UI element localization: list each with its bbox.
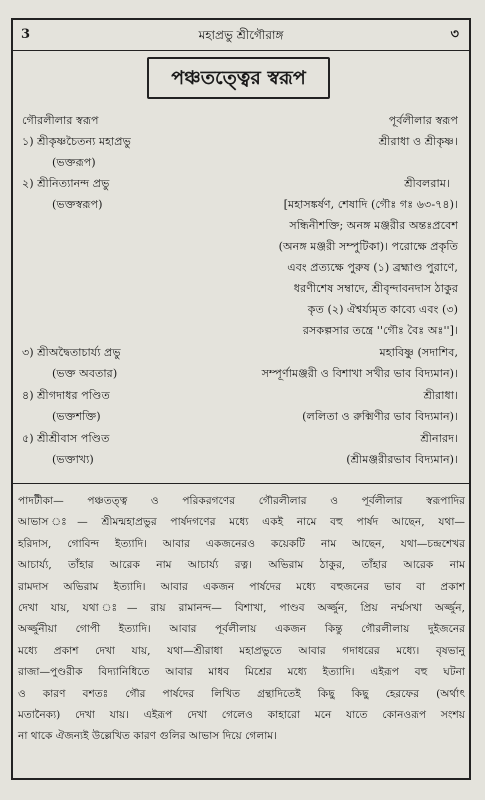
- page-number-right: ৩: [450, 27, 459, 42]
- entry-2-name: ২) শ্রীনিত্যানন্দ প্রভু: [22, 177, 110, 190]
- footnote-line: রামদাস অভিরাম ইত্যাদি। আবার একজন পার্ষদের মধ্যে বহুজনের ভাব বা প্রকাশ: [18, 580, 465, 593]
- entry-3-right-2: সম্পূর্ণামঞ্জরী ও বিশাখা সখীর ভাব বিদ্যমান)।: [261, 367, 458, 380]
- footnote-line: হরিদাস, গোবিন্দ ইত্যাদি। আবার একজনেরও কয়েকটি নাম আছেন, যথা—চন্দ্রশেখর: [18, 537, 465, 550]
- entry-2-line-1: [মহাসঙ্কর্ষণ, শেষাদি (গৌঃ গঃ ৬৩-৭৪)।: [283, 198, 458, 211]
- left-column-heading: গৌরলীলার স্বরূপ: [22, 114, 99, 127]
- entry-4-role: (ভক্তশক্তি): [52, 410, 101, 423]
- right-column-heading: পূর্বলীলার স্বরূপ: [388, 114, 458, 127]
- section-title: পঞ্চতত্ত্বের স্বরূপ: [147, 57, 330, 99]
- entry-4-right-2: (ললিতা ও রুক্মিণীর ভাব বিদ্যমান)।: [302, 410, 458, 423]
- entry-5-name: ৫) শ্রীশ্রীবাস পণ্ডিত: [22, 432, 110, 445]
- entry-1-role: (ভক্তরূপ): [52, 156, 96, 169]
- entry-2-line-5: ধরণীশেষ সম্বাদে, শ্রীবৃন্দাবনদাস ঠাকুর: [293, 282, 458, 295]
- entry-2-line-2: সন্ধিনীশক্তি; অনঙ্গ মঞ্জরীর অন্তঃপ্রবেশ: [289, 219, 458, 232]
- footnote-line: মতানৈক্য) দেখা যায়। এইরূপ দেখা গেলেও কাহারো মনে যাতে কোনওরূপ সংশয়: [18, 709, 465, 722]
- entry-5-role: (ভক্তাখ্য): [52, 453, 94, 466]
- section-divider: [13, 483, 469, 484]
- footnote-line: মধ্যে প্রকাশ দেখা যায়, যথা—শ্রীরাধা মহাপ্রভুতে আবার গদাধরের মধ্যে। বৃষভানু: [18, 644, 465, 657]
- entry-3-right: মহাবিষ্ণু (সদাশিব,: [379, 346, 458, 359]
- entry-1-right: শ্রীরাধা ও শ্রীকৃষ্ণ।: [378, 135, 458, 148]
- footnote-line: রাজা—পুণ্ডরীক বিদ্যানিধিতে আবার মাধব মিশ্রের মধ্যে ইত্যাদি। এইরূপ বহু ঘটনা: [18, 666, 465, 679]
- entry-3-name: ৩) শ্রীঅদ্বৈতাচার্য্য প্রভু: [22, 346, 121, 359]
- footnote-line: পাদটীকা— পঞ্চতত্ত্ব ও পরিকরগণের গৌরলীলার ও পূর্বলীলার স্বরূপাদির: [18, 495, 465, 507]
- footnote-line: আভাস ঃ— শ্রীমন্মহাপ্রভুর পার্ষদগণের মধ্যে একই নামে বহু পার্ষদ আছেন, যথা—: [18, 516, 465, 529]
- entry-3-role: (ভক্ত অবতার): [52, 367, 118, 380]
- footnote-line: না থাকে ঐজন্যই উল্লেখিত কারণ গুলির আভাস দিয়ে গেলাম।: [18, 730, 277, 743]
- entry-5-right: শ্রীনারদ।: [420, 432, 458, 445]
- footnote-line: আচার্য্য, তাঁহার আরেক নাম আচার্য্য রত্ন। অভিরাম ঠাকুর, তাঁহার আরেক নাম: [18, 559, 465, 572]
- entry-2-right: শ্রীবলরাম।: [404, 177, 450, 190]
- entry-4-name: ৪) শ্রীগদাধর পণ্ডিত: [22, 389, 110, 402]
- entry-4-right: শ্রীরাধা।: [423, 389, 458, 402]
- entry-2-line-7: রসকল্পসার তন্ত্রে ''গৌঃ বৈঃ অঃ'']।: [302, 324, 458, 337]
- entry-2-line-6: কৃত (২) ঐশ্বর্য্যমৃত কাব্যে এবং (৩): [307, 303, 458, 316]
- footnote-line: অর্জ্জুনীয়া গোপী ইত্যাদি। আবার পূর্বলীলায় একজন কিন্তু গৌরলীলায় দুইজনের: [18, 623, 465, 636]
- entry-2-role: (ভক্তস্বরূপ): [52, 198, 103, 211]
- entry-2-line-3: (অনঙ্গ মঞ্জরী সম্পুটিকা)। পরোক্ষে প্রকৃতি: [278, 240, 458, 253]
- footnote-line: দেখা যায়, যথা ঃ— রায় রামানন্দ— বিশাখা, পাণ্ডব অর্জ্জুন, প্রিয় নর্ম্মসখা অর্জ্জুন,: [18, 602, 465, 615]
- footnote-line: ও কারণ বশতঃ গৌর পার্ষদের লিখিত গ্রন্থাদিতেই কিছু কিছু হেরফের (অর্থাৎ: [18, 687, 465, 700]
- running-title: মহাপ্রভু শ্রীগৌরাঙ্গ: [198, 28, 284, 42]
- entry-2-line-4: এবং প্রত্যক্ষে পুরুষ (১) ব্রহ্মাণ্ড পুরাণে,: [287, 261, 458, 274]
- footnote: [18, 491, 465, 748]
- page-number-left: 3: [21, 27, 31, 42]
- running-header: [13, 20, 469, 51]
- entry-1-name: ১) শ্রীকৃষ্ণচৈতন্য মহাপ্রভু: [22, 135, 131, 148]
- entry-5-right-2: (শ্রীমঞ্জরীরভাব বিদ্যমান)।: [346, 453, 458, 466]
